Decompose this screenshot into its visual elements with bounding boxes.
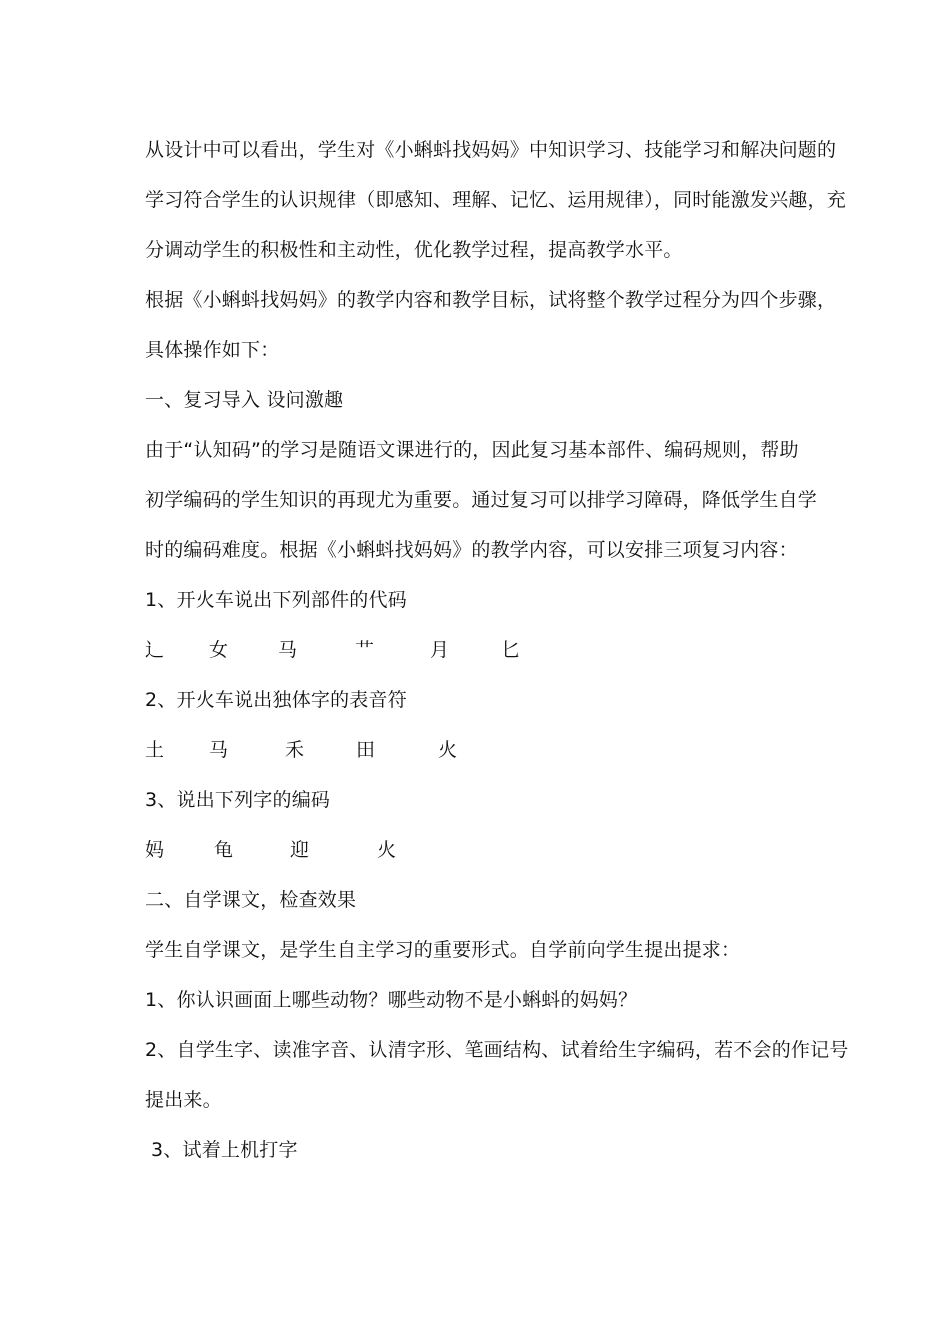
paragraph-line: 提出来。 [145,1089,222,1111]
list-item: 1、开火车说出下列部件的代码 [145,589,407,611]
paragraph-line: 时的编码难度。根据《小蝌蚪找妈妈》的教学内容，可以安排三项复习内容： [145,539,798,561]
single-char: 土 [145,739,165,761]
component-char: 女 [209,639,229,661]
component-row [0,635,950,665]
single-char: 田 [356,739,376,761]
list-item: 2、自学生字、读准字音、认清字形、笔画结构、试着给生字编码，若不会的作记号 [145,1039,849,1061]
component-char: 匕 [501,639,521,661]
section-heading: 一、复习导入 设问激趣 [145,389,344,411]
single-char: 禾 [285,739,305,761]
single-char: 火 [438,739,458,761]
paragraph-line: 具体操作如下： [145,339,280,361]
list-item: 1、你认识画面上哪些动物？哪些动物不是小蝌蚪的妈妈？ [145,989,638,1011]
paragraph-line: 学习符合学生的认识规律（即感知、理解、记忆、运用规律），同时能激发兴趣，充 [145,189,846,211]
component-char: 辶 [145,639,165,661]
encode-char: 火 [377,839,397,861]
component-char: 艹 [355,639,375,661]
paragraph-line: 学生自学课文，是学生自主学习的重要形式。自学前向学生提出提求： [145,939,741,961]
encode-char: 龟 [214,839,234,861]
list-item: 2、开火车说出独体字的表音符 [145,689,407,711]
encode-char: 妈 [145,839,165,861]
paragraph-line: 初学编码的学生知识的再现尤为重要。通过复习可以排学习障碍，降低学生自学 [145,489,818,511]
paragraph-line: 根据《小蝌蚪找妈妈》的教学内容和教学目标，试将整个教学过程分为四个步骤， [145,289,837,311]
paragraph-line: 分调动学生的积极性和主动性，优化教学过程，提高教学水平。 [145,239,683,261]
list-item: 3、试着上机打字 [151,1139,298,1161]
list-item: 3、说出下列字的编码 [145,789,331,811]
paragraph-line: 从设计中可以看出，学生对《小蝌蚪找妈妈》中知识学习、技能学习和解决问题的 [145,139,837,161]
single-char: 马 [209,739,229,761]
single-char-row [0,735,950,765]
encode-char-row [0,835,950,865]
section-heading: 二、自学课文，检查效果 [145,889,357,911]
component-char: 月 [430,639,450,661]
paragraph-line: 由于“认知码”的学习是随语文课进行的，因此复习基本部件、编码规则，帮助 [145,439,799,461]
encode-char: 迎 [290,839,310,861]
component-char: 马 [278,639,298,661]
